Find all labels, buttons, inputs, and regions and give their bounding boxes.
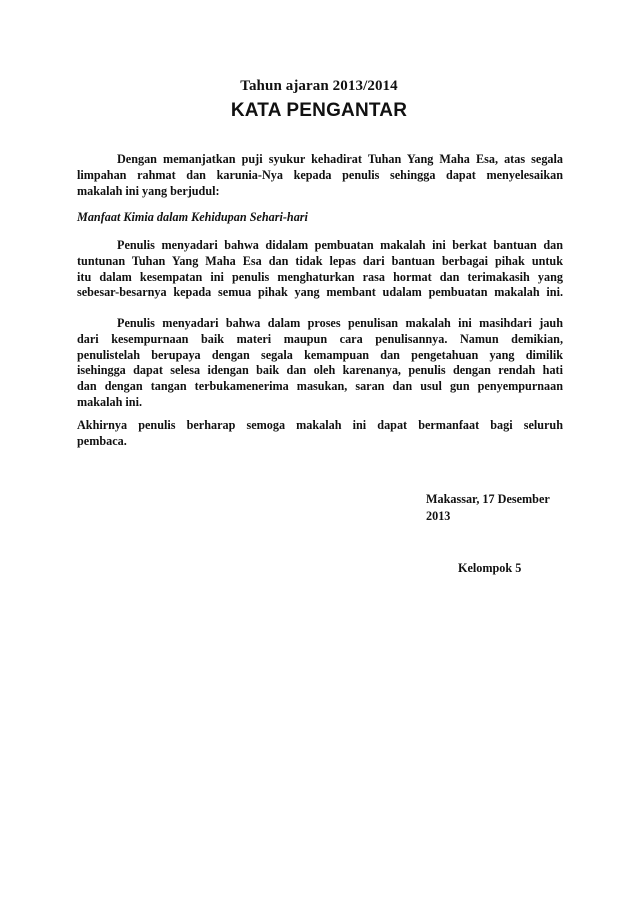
paragraph-line: Dengan memanjatkan puji syukur kehadirat Tuhan Yang Maha Esa, atas segala — [117, 152, 563, 166]
paragraph-line: makalah ini yang berjudul: — [77, 183, 220, 198]
paragraph-thanks — [77, 238, 563, 301]
author-group: Kelompok 5 — [458, 561, 522, 575]
place-date — [426, 491, 566, 525]
paragraph-line: dan dengan tangan terbukamenerima masukan, saran dan usul gun penyempurnaan — [77, 379, 563, 394]
paragraph-line: dari kesempurnaan baik materi maupun cara penulisannya. Namun demikian, — [77, 331, 563, 346]
paper-subtitle: Manfaat Kimia dalam Kehidupan Sehari-hari — [77, 210, 308, 224]
place-date-line: Makassar, 17 Desember — [426, 492, 550, 506]
paragraph-line: makalah ini. — [77, 394, 143, 409]
paragraph-apology — [77, 316, 563, 411]
paragraph-intro — [77, 152, 563, 199]
paragraph-line: Akhirnya penulis berharap semoga makalah ini dapat bermanfaat bagi seluruh — [77, 418, 563, 432]
paragraph-line: limpahan rahmat dan karunia-Nya kepada penulis sehingga dapat menyelesaikan — [77, 167, 563, 182]
paragraph-line: tuntunan Tuhan Yang Maha Esa dan tidak lepas dari bantuan berbagai pihak untuk — [77, 253, 563, 268]
place-date-line: 2013 — [426, 509, 451, 523]
paragraph-line: Penulis menyadari bahwa didalam pembuatan makalah ini berkat bantuan dan — [117, 238, 563, 252]
paragraph-line: sebesar-besarnya kepada semua pihak yang membant udalam pembuatan makalah ini. — [77, 285, 563, 300]
page-title: KATA PENGANTAR — [230, 100, 408, 121]
paragraph-closing — [77, 418, 563, 450]
paragraph-line: pembaca. — [77, 433, 127, 448]
paragraph-line: Penulis menyadari bahwa dalam proses penulisan makalah ini masihdari jauh — [117, 316, 563, 330]
paragraph-line: penulistelah berupaya dengan segala kemampuan dan pengetahuan yang dimilik — [77, 347, 563, 362]
paragraph-line: isehingga dapat selesa idengan baik dan oleh karenanya, penulis dengan rendah hati — [77, 363, 563, 378]
academic-year: Tahun ajaran 2013/2014 — [240, 78, 398, 94]
paragraph-line: itu dalam kesempatan ini penulis menghaturkan rasa hormat dan terimakasih yang — [77, 269, 563, 284]
